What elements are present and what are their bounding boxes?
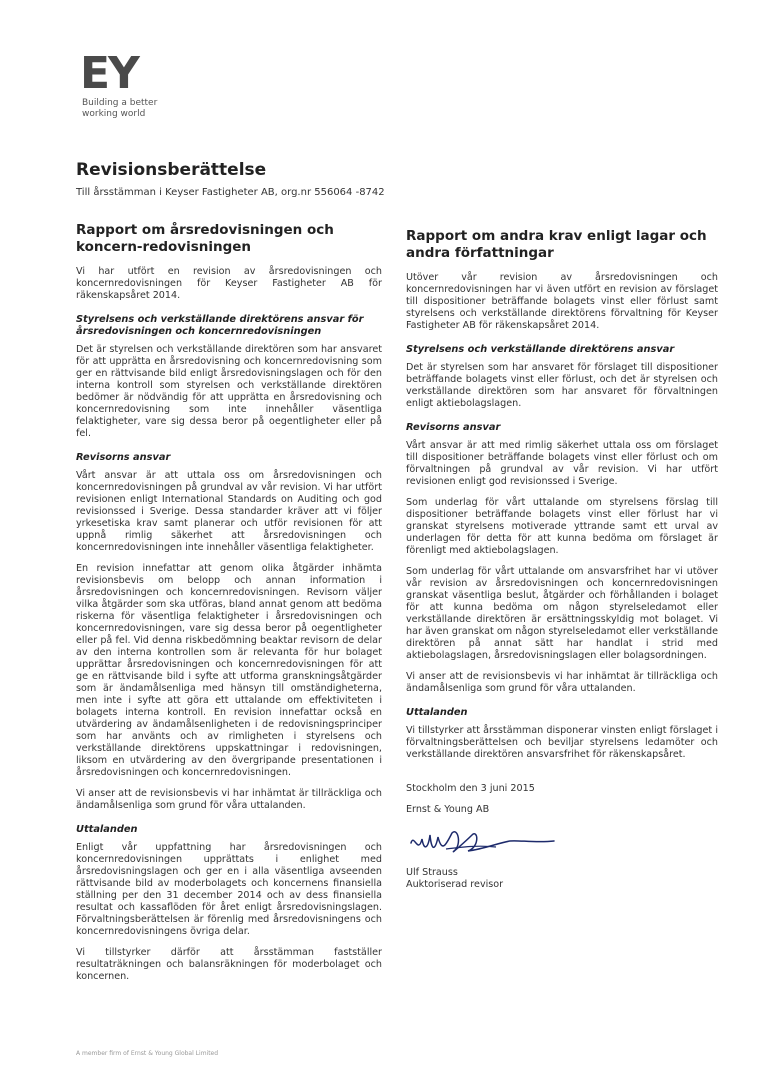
firm-name: Ernst & Young AB bbox=[406, 804, 490, 815]
left-s3-p2: Vi tillstyrker därför att årsstämman fastställer resultaträkningen och balansräkningen för moderbolaget och koncernen. bbox=[76, 947, 382, 982]
footer-note: A member firm of Ernst & Young Global Limited bbox=[76, 1050, 219, 1057]
ey-wordmark: EY bbox=[80, 48, 138, 99]
document-title: Revisionsberättelse bbox=[76, 160, 267, 180]
right-s3-heading: Uttalanden bbox=[406, 707, 468, 718]
right-s2-heading: Revisorns ansvar bbox=[406, 422, 501, 433]
left-s2-p3: Vi anser att de revisionsbevis vi har inhämtat är tillräckliga och ändamålsenliga som grund för våra uttalanden. bbox=[76, 788, 382, 811]
right-heading: Rapport om andra krav enligt lagar och andra författningar bbox=[406, 228, 707, 261]
left-s3-heading: Uttalanden bbox=[76, 824, 138, 835]
document-subtitle: Till årsstämman i Keyser Fastigheter AB, org.nr 556064 -8742 bbox=[76, 187, 385, 198]
left-s2-p1: Vårt ansvar är att uttala oss om årsredovisningen och koncernredovisningen på grundval av vår revision. Vi har utfört revisionen enligt International Standards on Auditing och god revisionssed i Sverige. Dessa standarder kräver att vi följer yrkesetiska krav samt planerar och utför revisionen för att uppnå rimlig säkerhet att årsredovisningen och koncernredovisningen inte innehåller väsentliga felaktigheter. bbox=[76, 470, 382, 553]
signer-title: Auktoriserad revisor bbox=[406, 879, 504, 890]
right-s1-heading: Styrelsens och verkställande direktörens ansvar bbox=[406, 344, 675, 355]
signer-name: Ulf Strauss bbox=[406, 867, 458, 878]
ey-tagline bbox=[82, 98, 192, 120]
left-heading: Rapport om årsredovisningen och koncern-redovisningen bbox=[76, 222, 334, 255]
tagline-line-1: Building a better bbox=[82, 98, 158, 108]
place-date: Stockholm den 3 juni 2015 bbox=[406, 783, 535, 794]
left-s3-p1: Enligt vår uppfattning har årsredovisningen och koncernredovisningen upprättats i enlighet med årsredovisningslagen och ger en i alla väsentliga avseenden rättvisande bild av moderbolagets och koncernens finansiella ställning per den 31 december 2014 och av dess finansiella resultat och kassaflöden för året enligt årsredovisningslagen. Förvaltningsberättelsen är förenlig med årsredovisningens och koncernredovisningens övriga delar. bbox=[76, 842, 382, 937]
right-s2-p3: Som underlag för vårt uttalande om ansvarsfrihet har vi utöver vår revision av årsredovisningen och koncernredovisningen granskat väsentliga beslut, åtgärder och förhållanden i bolaget för att kunna bedöma om någon styrelseledamot eller verkställande direktören är ersättningsskyldig mot bolaget. Vi har även granskat om någon styrelseledamot eller verkställande direktören på annat sätt har handlat i strid med aktiebolagslagen, årsredovisningslagen eller bolagsordningen. bbox=[406, 566, 718, 661]
left-s2-heading: Revisorns ansvar bbox=[76, 452, 171, 463]
handwritten-signature bbox=[406, 825, 556, 865]
right-s2-p4: Vi anser att de revisionsbevis vi har inhämtat är tillräckliga och ändamålsenliga som grund för våra uttalanden. bbox=[406, 671, 718, 694]
right-s1-text: Det är styrelsen som har ansvaret för förslaget till dispositioner beträffande bolagets vinst eller förlust, och det är styrelsen och verkställande direktören som har ansvaret för förvaltningen enligt aktiebolagslagen. bbox=[406, 362, 718, 409]
tagline-line-2: working world bbox=[82, 109, 146, 119]
right-s2-p1: Vårt ansvar är att med rimlig säkerhet uttala oss om förslaget till dispositioner beträffande bolagets vinst eller förlust och om förvaltningen på grundval av vår revision. Vi har utfört revisionen enligt god revisionssed i Sverige. bbox=[406, 440, 718, 487]
right-column bbox=[406, 228, 718, 900]
left-s2-p2: En revision innefattar att genom olika åtgärder inhämta revisionsbevis om belopp och annan information i årsredovisningen och koncernredovisningen. Revisorn väljer vilka åtgärder som ska utföras, bland annat genom att bedöma riskerna för väsentliga felaktigheter i årsredovisningen och koncernredovisningen, vare sig dessa beror på oegentligheter eller på fel. Vid denna riskbedömning beaktar revisorn de delar av den interna kontrollen som är relevanta för hur bolaget upprättar årsredovisningen och koncernredovisningen för att ge en rättvisande bild i syfte att utforma granskningsåtgärder som är ändamålsenliga med hänsyn till omständigheterna, men inte i syfte att göra ett uttalande om effektiviteten i bolagets interna kontroll. En revision innefattar också en utvärdering av ändamålsenligheten i de redovisningsprinciper som har använts och av rimligheten i styrelsens och verkställande direktörens uppskattningar i redovisningen, liksom en utvärdering av den övergripande presentationen i årsredovisningen och koncernredovisningen. bbox=[76, 563, 382, 778]
left-s1-heading: Styrelsens och verkställande direktörens ansvar för årsredovisningen och koncernredovisningen bbox=[76, 314, 364, 337]
left-column bbox=[76, 222, 382, 992]
left-intro: Vi har utfört en revision av årsredovisningen och koncernredovisningen för Keyser Fastigheter AB för räkenskapsåret 2014. bbox=[76, 266, 382, 301]
ey-logo bbox=[80, 14, 190, 124]
right-s3-p1: Vi tillstyrker att årsstämman disponerar vinsten enligt förslaget i förvaltningsberättelsen och beviljar styrelsens ledamöter och verkställande direktören ansvarsfrihet för räkenskapsåret. bbox=[406, 725, 718, 760]
right-s2-p2: Som underlag för vårt uttalande om styrelsens förslag till dispositioner beträffande bolagets vinst eller förlust har vi granskat styrelsens motiverade yttrande samt ett urval av underlagen för detta för att kunna bedöma om förslaget är förenligt med aktiebolagslagen. bbox=[406, 497, 718, 556]
signature-block bbox=[406, 783, 718, 891]
left-s1-text: Det är styrelsen och verkställande direktören som har ansvaret för att upprätta en årsredovisning och koncernredovisning som ger en rättvisande bild enligt årsredovisningslagen och för den interna kontroll som styrelsen och verkställande direktören bedömer är nödvändig för att upprätta en årsredovisning och koncernredovisning som inte innehåller väsentliga felaktigheter, vare sig dessa beror på oegentligheter eller på fel. bbox=[76, 344, 382, 439]
right-intro: Utöver vår revision av årsredovisningen och koncernredovisningen har vi även utfört en revision av förslaget till dispositioner beträffande bolagets vinst eller förlust samt styrelsens och verkställande direktörens förvaltning för Keyser Fastigheter AB för räkenskapsåret 2014. bbox=[406, 272, 718, 331]
